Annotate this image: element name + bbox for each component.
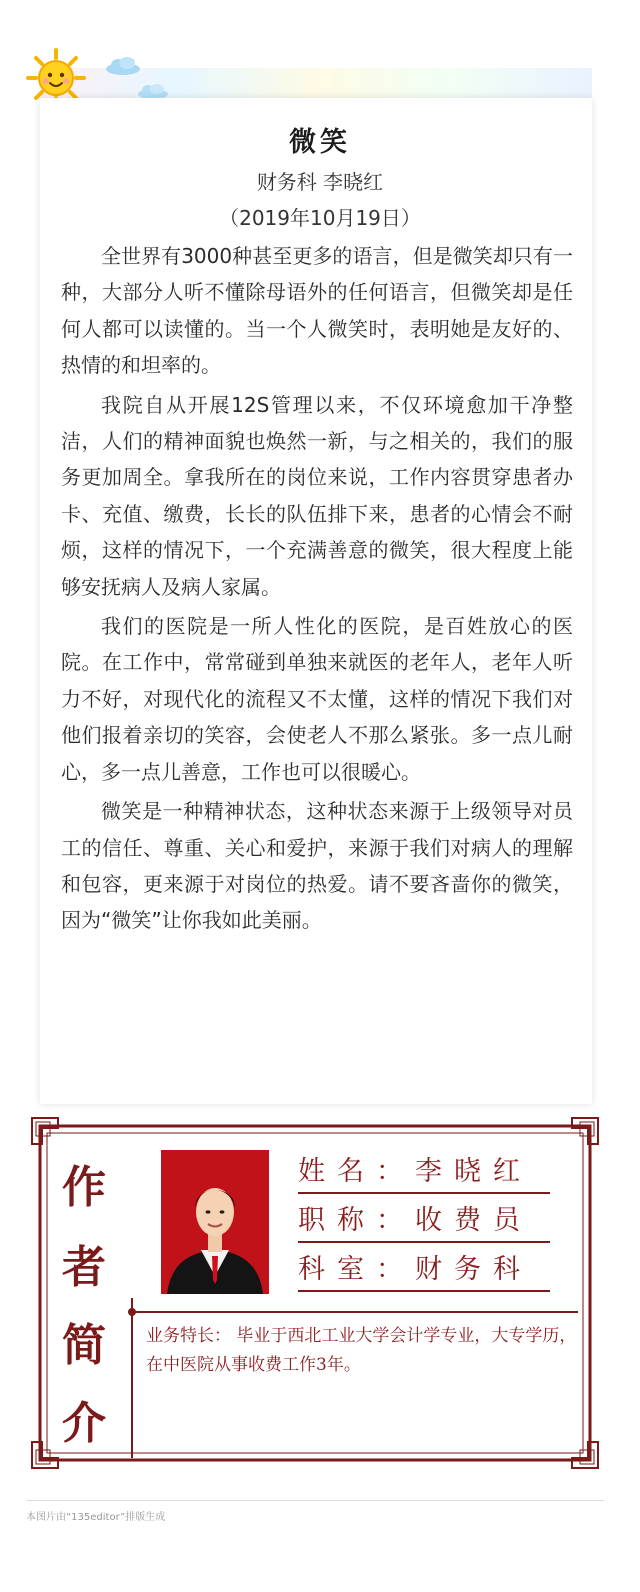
- author-title-row: 职称：收费员: [298, 1201, 550, 1243]
- author-box-title-char: 简: [62, 1320, 106, 1371]
- author-photo: [161, 1150, 269, 1294]
- article-body: [61, 238, 573, 942]
- article-paragraph: 我们的医院是一所人性化的医院，是百姓放心的医院。在工作中，常常碰到单独来就医的老年人，老年人听力不好，对现代化的流程又不太懂，这样的情况下我们对他们报着亲切的笑容，会使老人不那么紧张。多一点儿耐心，多一点儿善意，工作也可以很暖心。: [61, 614, 573, 784]
- article-paragraph: 全世界有3000种甚至更多的语言，但是微笑却只有一种，大部分人听不懂除母语外的任何语言，但微笑却是任何人都可以读懂的。当一个人微笑时，表明她是友好的、热情的和坦率的。: [61, 244, 573, 378]
- article-date: （2019年10月19日）: [219, 206, 421, 230]
- author-specialty: 业务特长： 毕业于西北工业大学会计学专业，大专学历，在中医院从事收费工作3年。: [146, 1326, 577, 1375]
- cloud-icon: [104, 56, 142, 76]
- article-author-line: 财务科 李晓红: [256, 170, 384, 194]
- portrait-image: [161, 1150, 269, 1294]
- article-paragraph: 我院自从开展12S管理以来，不仅环境愈加干净整洁，人们的精神面貌也焕然一新，与之相关的，我们的服务更加周全。拿我所在的岗位来说，工作内容贯穿患者办卡、充值、缴费，长长的队伍排下来，患者的心情会不耐烦，这样的情况下，一个充满善意的微笑，很大程度上能够安抚病人及病人家属。: [61, 392, 573, 599]
- author-box-title-char: 者: [62, 1242, 106, 1293]
- article-title: 微笑: [289, 127, 351, 158]
- footer-note: 本图片由“135editor”排版生成: [26, 1512, 166, 1523]
- author-box-title-char: 介: [62, 1398, 106, 1449]
- article-paragraph: 微笑是一种精神状态，这种状态来源于上级领导对员工的信任、尊重、关心和爱护，来源于我们对病人的理解和包容，更来源于对岗位的热爱。请不要吝啬你的微笑，因为“微笑”让你我如此美丽。: [61, 799, 573, 933]
- author-department-row: 科室：财务科: [298, 1250, 550, 1292]
- author-name-row: 姓名：李晓红: [298, 1152, 550, 1194]
- footer-divider: [26, 1500, 604, 1501]
- author-box-title-char: 作: [62, 1162, 106, 1213]
